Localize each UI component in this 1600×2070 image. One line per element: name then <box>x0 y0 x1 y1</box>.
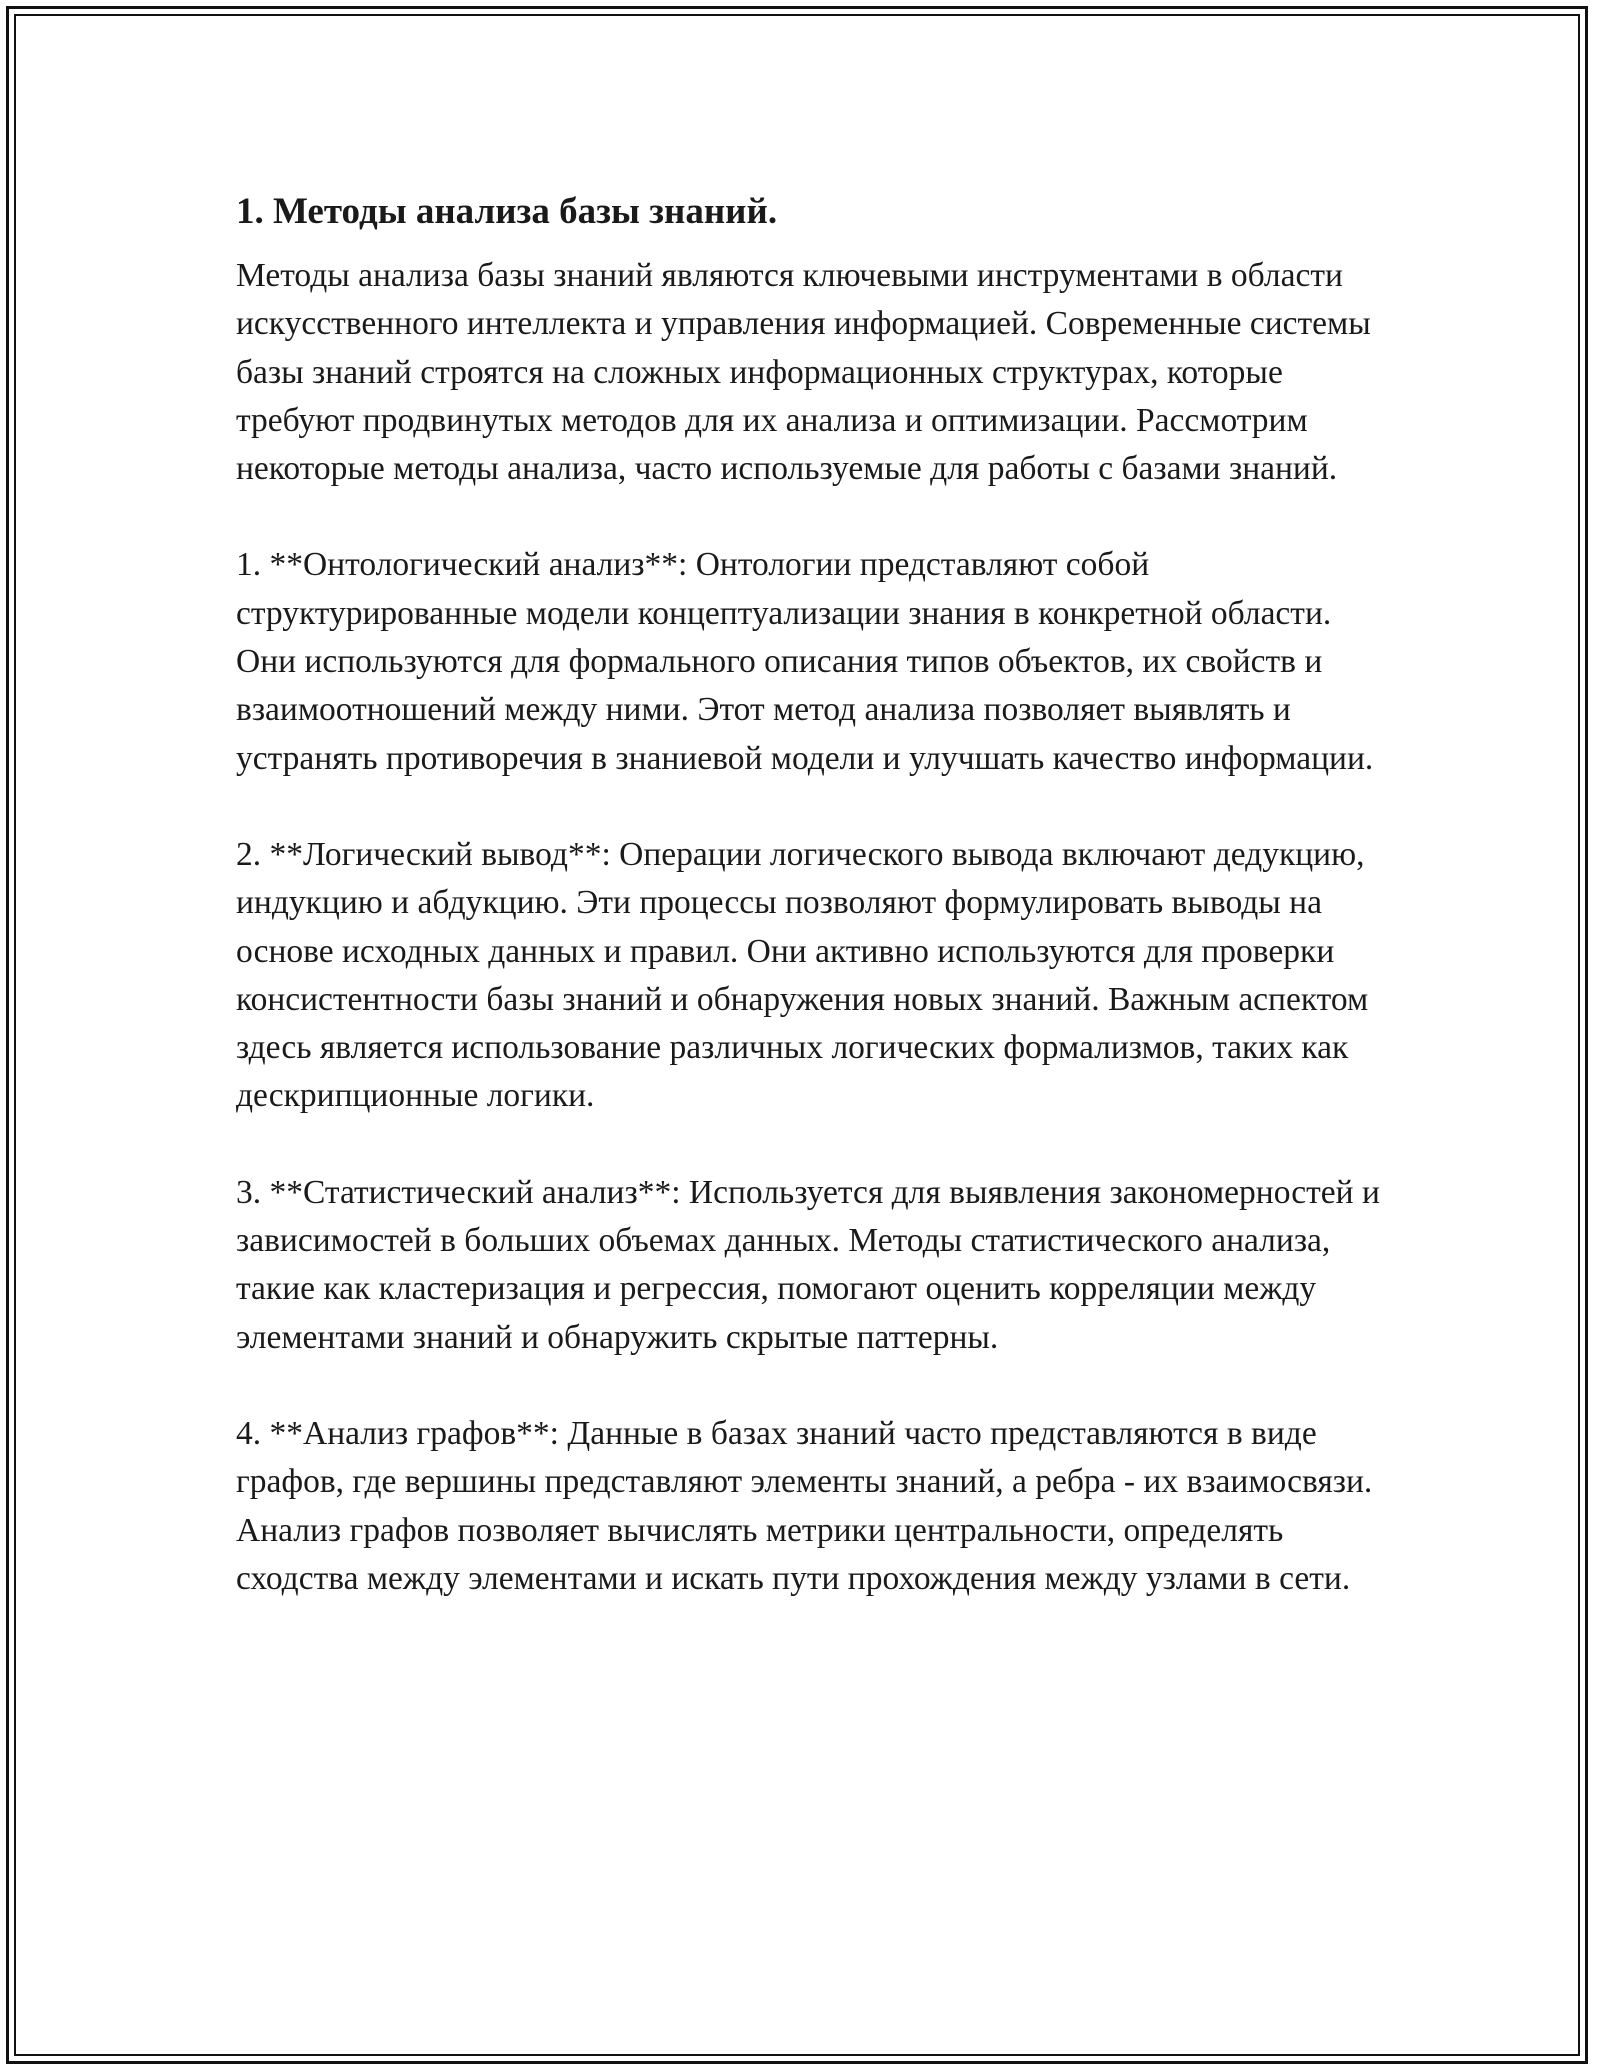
paragraph-logical-inference: 2. **Логический вывод**: Операции логического вывода включают дедукцию, индукцию и абдукцию. Эти процессы позволяют формулировать выводы на основе исходных данных и правил. Они активно используются для проверки консистентности базы знаний и обнаружения новых знаний. Важным аспектом здесь является использование различных логических формализмов, таких как дескрипционные логики. <box>236 835 1369 1115</box>
paragraph-ontological-analysis: 1. **Онтологический анализ**: Онтологии представляют собой структурированные модели концептуализации знания в конкретной области. Они используются для формального описания типов объектов, их свойств и взаимоотношений между ними. Этот метод анализа позволяет выявлять и устранять противоречия в знаниевой модели и улучшать качество информации. <box>236 546 1374 777</box>
intro-paragraph: Методы анализа базы знаний являются ключевыми инструментами в области искусственного интеллекта и управления информацией. Современные системы базы знаний строятся на сложных информационных структурах, которые требуют продвинутых методов для их анализа и оптимизации. Рассмотрим некоторые методы анализа, часто используемые для работы с базами знаний. <box>236 257 1371 488</box>
document-body <box>236 188 1386 1651</box>
section-heading: 1. Методы анализа базы знаний. <box>236 191 778 232</box>
paragraph-graph-analysis: 4. **Анализ графов**: Данные в базах знаний часто представляются в виде графов, где вершины представляют элементы знаний, а ребра - их взаимосвязи. Анализ графов позволяет вычислять метрики центральности, определять сходства между элементами и искать пути прохождения между узлами в сети. <box>236 1414 1373 1597</box>
paragraph-statistical-analysis: 3. **Статистический анализ**: Используется для выявления закономерностей и зависимостей в больших объемах данных. Методы статистического анализа, такие как кластеризация и регрессия, помогают оценить корреляции между элементами знаний и обнаружить скрытые паттерны. <box>236 1173 1380 1356</box>
